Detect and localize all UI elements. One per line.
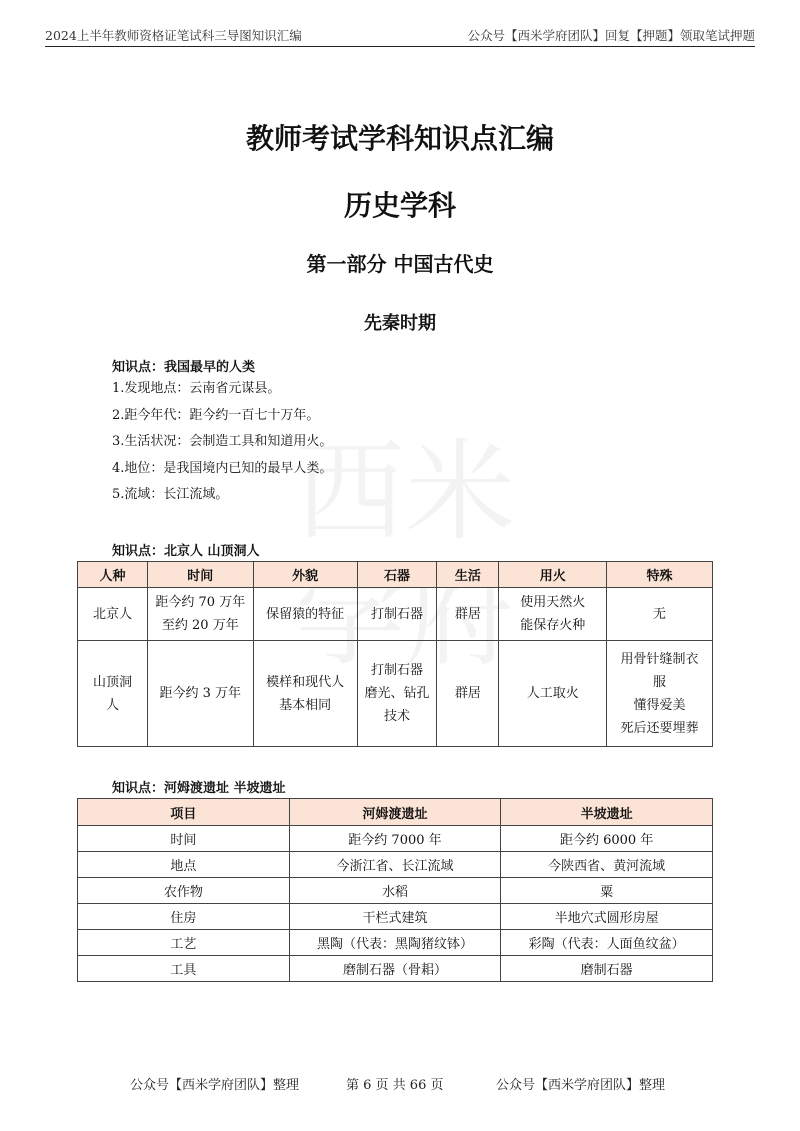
table-cell: 干栏式建筑 bbox=[289, 904, 501, 930]
subject-title: 历史学科 bbox=[343, 189, 456, 222]
header-left-text: 2024上半年教师资格证笔试科三导图知识汇编 bbox=[45, 28, 302, 43]
table-cell: 粟 bbox=[501, 878, 713, 904]
column-header: 用火 bbox=[499, 562, 607, 588]
column-header: 半坡遗址 bbox=[501, 799, 713, 826]
table-row bbox=[78, 852, 713, 878]
table-cell: 用骨针缝制衣 服 懂得爱美 死后还要埋葬 bbox=[607, 641, 713, 747]
table-cell: 今陕西省、黄河流域 bbox=[501, 852, 713, 878]
table-cell: 磨制石器 bbox=[501, 956, 713, 982]
table-cell: 山顶洞 人 bbox=[78, 641, 148, 747]
column-header: 项目 bbox=[78, 799, 290, 826]
table-cell: 地点 bbox=[78, 852, 290, 878]
facts-list bbox=[112, 379, 332, 512]
table-cell: 工具 bbox=[78, 956, 290, 982]
fact-item: 5.流域：长江流域。 bbox=[112, 487, 229, 502]
section-heading-earliest-humans: 知识点：我国最早的人类 bbox=[112, 360, 256, 375]
fact-item: 1.发现地点：云南省元谋县。 bbox=[112, 381, 281, 396]
table-row bbox=[78, 930, 713, 956]
fact-item: 2.距今年代：距今约一百七十万年。 bbox=[112, 407, 320, 423]
section-heading-peking-man: 知识点：北京人 山顶洞人 bbox=[112, 544, 260, 559]
table-cell: 群居 bbox=[437, 588, 499, 641]
fact-item: 4.地位：是我国境内已知的最早人类。 bbox=[112, 460, 333, 476]
document-title: 教师考试学科知识点汇编 bbox=[245, 122, 554, 155]
part-title: 第一部分 中国古代史 bbox=[306, 252, 494, 276]
table-row bbox=[78, 904, 713, 930]
section-heading-hemudu-banpo: 知识点：河姆渡遗址 半坡遗址 bbox=[112, 781, 286, 796]
table-cell: 距今约 6000 年 bbox=[501, 826, 713, 852]
table-cell: 半地穴式圆形房屋 bbox=[501, 904, 713, 930]
column-header: 时间 bbox=[147, 562, 253, 588]
table-cell: 今浙江省、长江流域 bbox=[289, 852, 501, 878]
column-header: 生活 bbox=[437, 562, 499, 588]
table-cell: 使用天然火 能保存火种 bbox=[499, 588, 607, 641]
period-title: 先秦时期 bbox=[364, 313, 436, 334]
page-number: 第 6 页 共 66 页 bbox=[346, 1078, 444, 1093]
table-row bbox=[78, 588, 713, 641]
table-header-row bbox=[78, 562, 713, 588]
table-cell: 模样和现代人 基本相同 bbox=[253, 641, 357, 747]
table-cell: 打制石器 磨光、钻孔 技术 bbox=[357, 641, 437, 747]
table-cell: 保留猿的特征 bbox=[253, 588, 357, 641]
table-row bbox=[78, 956, 713, 982]
column-header: 外貌 bbox=[253, 562, 357, 588]
table-cell: 距今约 3 万年 bbox=[147, 641, 253, 747]
table-cell: 黑陶（代表：黑陶猪纹钵） bbox=[289, 930, 501, 956]
column-header: 石器 bbox=[357, 562, 437, 588]
table-cell: 人工取火 bbox=[499, 641, 607, 747]
table-row bbox=[78, 878, 713, 904]
table-cell: 住房 bbox=[78, 904, 290, 930]
table-cell: 北京人 bbox=[78, 588, 148, 641]
table-cell: 无 bbox=[607, 588, 713, 641]
sites-comparison-table bbox=[77, 798, 713, 982]
footer-left-text: 公众号【西米学府团队】整理 bbox=[130, 1078, 300, 1093]
header-right-text: 公众号【西米学府团队】回复【押题】领取笔试押题 bbox=[467, 28, 755, 43]
footer-right-text: 公众号【西米学府团队】整理 bbox=[496, 1078, 666, 1093]
table-cell: 时间 bbox=[78, 826, 290, 852]
table-cell: 水稻 bbox=[289, 878, 501, 904]
table-cell: 磨制石器（骨耜） bbox=[289, 956, 501, 982]
table-cell: 距今约 7000 年 bbox=[289, 826, 501, 852]
table-row bbox=[78, 826, 713, 852]
column-header: 人种 bbox=[78, 562, 148, 588]
table-cell: 彩陶（代表：人面鱼纹盆） bbox=[501, 930, 713, 956]
table-cell: 打制石器 bbox=[357, 588, 437, 641]
table-cell: 农作物 bbox=[78, 878, 290, 904]
table-row bbox=[78, 641, 713, 747]
table-cell: 距今约 70 万年 至约 20 万年 bbox=[147, 588, 253, 641]
column-header: 特殊 bbox=[607, 562, 713, 588]
early-humans-table bbox=[77, 561, 713, 747]
table-header-row bbox=[78, 799, 713, 826]
fact-item: 3.生活状况：会制造工具和知道用火。 bbox=[112, 434, 333, 449]
table-cell: 工艺 bbox=[78, 930, 290, 956]
table-cell: 群居 bbox=[437, 641, 499, 747]
page-header bbox=[45, 22, 755, 47]
column-header: 河姆渡遗址 bbox=[289, 799, 501, 826]
